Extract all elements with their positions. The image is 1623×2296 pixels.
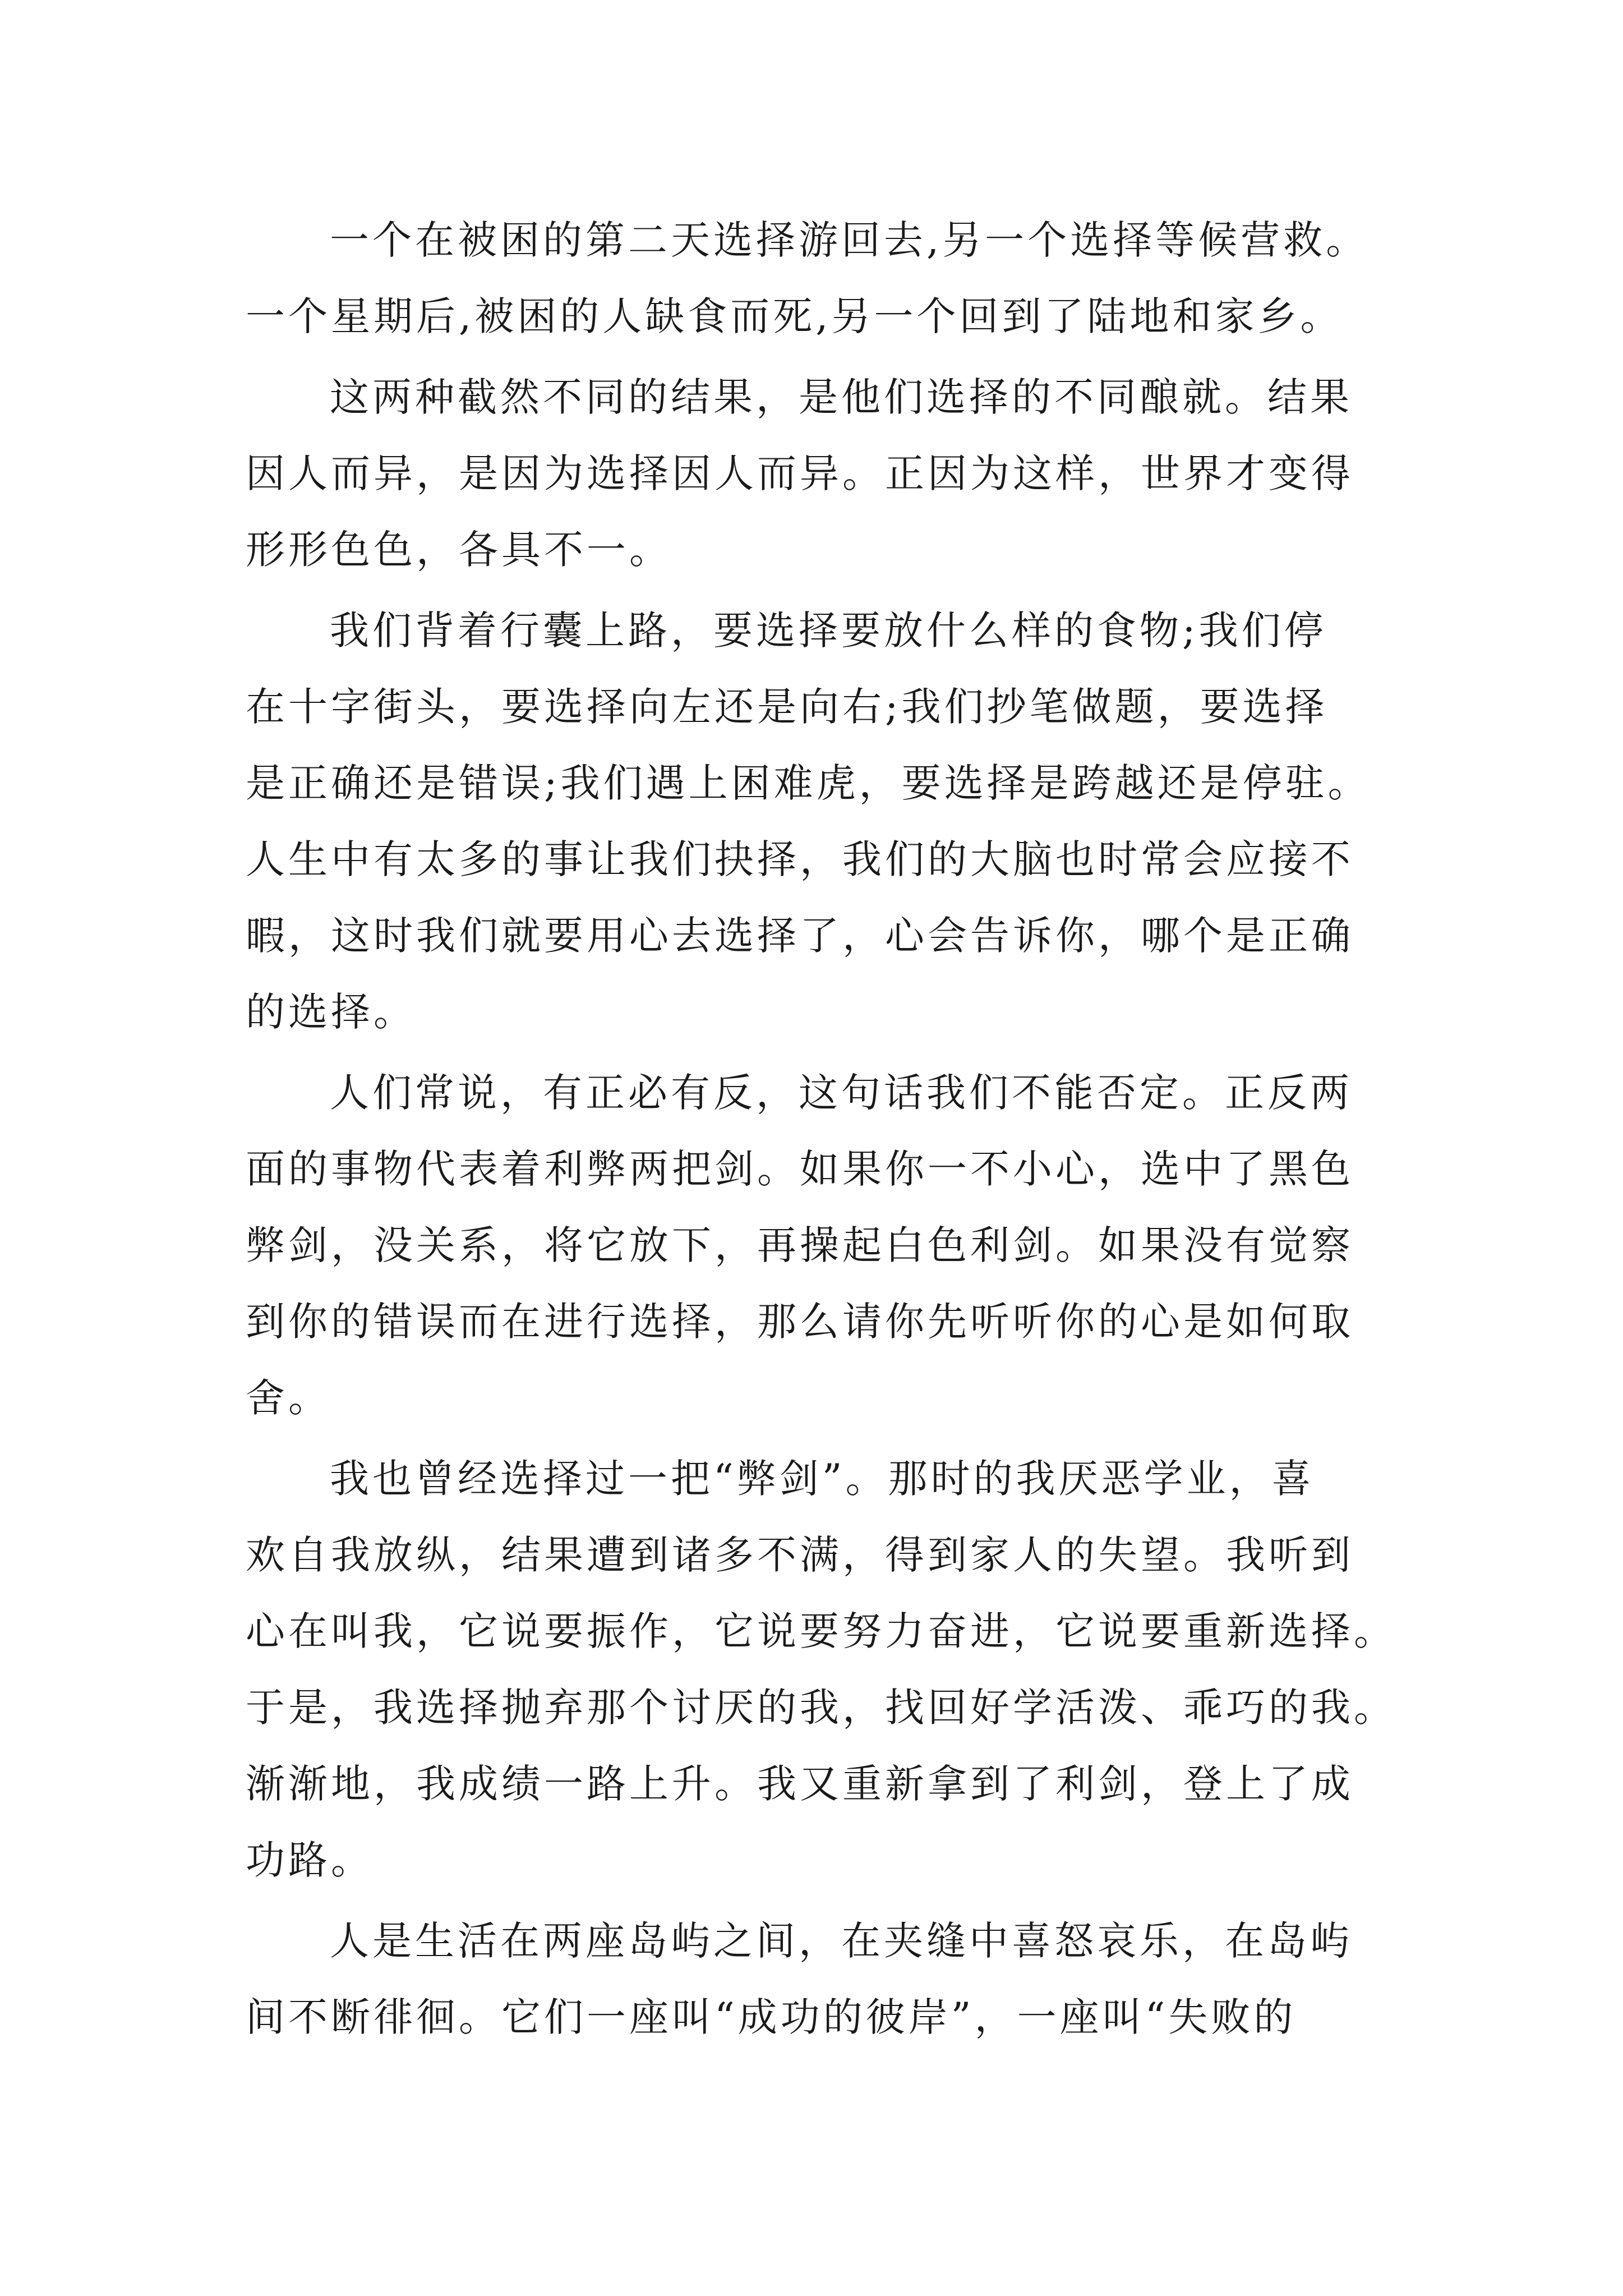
text-line: 间不断徘徊。它们一座叫“成功的彼岸”，一座叫“失败的 — [246, 1994, 1297, 2040]
text-line: 到你的错误而在进行选择，那么请你先听听你的心是如何取 — [246, 1299, 1354, 1345]
text-line: 暇，这时我们就要用心去选择了，心会告诉你，哪个是正确 — [246, 913, 1354, 959]
text-line: 这两种截然不同的结果，是他们选择的不同酿就。结果 — [330, 374, 1353, 420]
text-line: 心在叫我，它说要振作，它说要努力奋进，它说要重新选择。 — [246, 1608, 1396, 1654]
text-line: 功路。 — [246, 1837, 374, 1883]
text-line: 人生中有太多的事让我们抉择，我们的大脑也时常会应接不 — [246, 836, 1354, 882]
text-line: 人们常说，有正必有反，这句话我们不能否定。正反两 — [330, 1070, 1353, 1116]
text-line: 一个星期后,被困的人缺食而死,另一个回到了陆地和家乡。 — [246, 293, 1343, 339]
text-line: 弊剑，没关系，将它放下，再操起白色利剑。如果没有觉察 — [246, 1222, 1354, 1268]
text-line: 一个在被困的第二天选择游回去,另一个选择等候营救。 — [330, 217, 1369, 263]
text-line: 人是生活在两座岛屿之间，在夹缝中喜怒哀乐，在岛屿 — [330, 1918, 1353, 1964]
text-line: 渐渐地，我成绩一路上升。我又重新拿到了利剑，登上了成 — [246, 1761, 1354, 1807]
text-line: 面的事物代表着利弊两把剑。如果你一不小心，选中了黑色 — [246, 1146, 1354, 1192]
text-line: 我也曾经选择过一把“弊剑”。那时的我厌恶学业，喜 — [330, 1456, 1315, 1502]
text-line: 的选择。 — [246, 989, 416, 1035]
text-line: 于是，我选择抛弃那个讨厌的我，找回好学活泼、乖巧的我。 — [246, 1685, 1396, 1731]
text-line: 因人而异，是因为选择因人而异。正因为这样，世界才变得 — [246, 450, 1354, 496]
text-line: 欢自我放纵，结果遭到诸多不满，得到家人的失望。我听到 — [246, 1532, 1354, 1578]
text-line: 在十字街头，要选择向左还是向右;我们抄笔做题，要选择 — [246, 684, 1328, 730]
essay-body — [246, 202, 1440, 2055]
text-line: 我们背着行囊上路，要选择要放什么样的食物;我们停 — [330, 608, 1327, 654]
text-line: 是正确还是错误;我们遇上困难虎，要选择是跨越还是停驻。 — [246, 760, 1371, 806]
text-line: 形形色色，各具不一。 — [246, 527, 672, 573]
text-line: 舍。 — [246, 1375, 331, 1421]
